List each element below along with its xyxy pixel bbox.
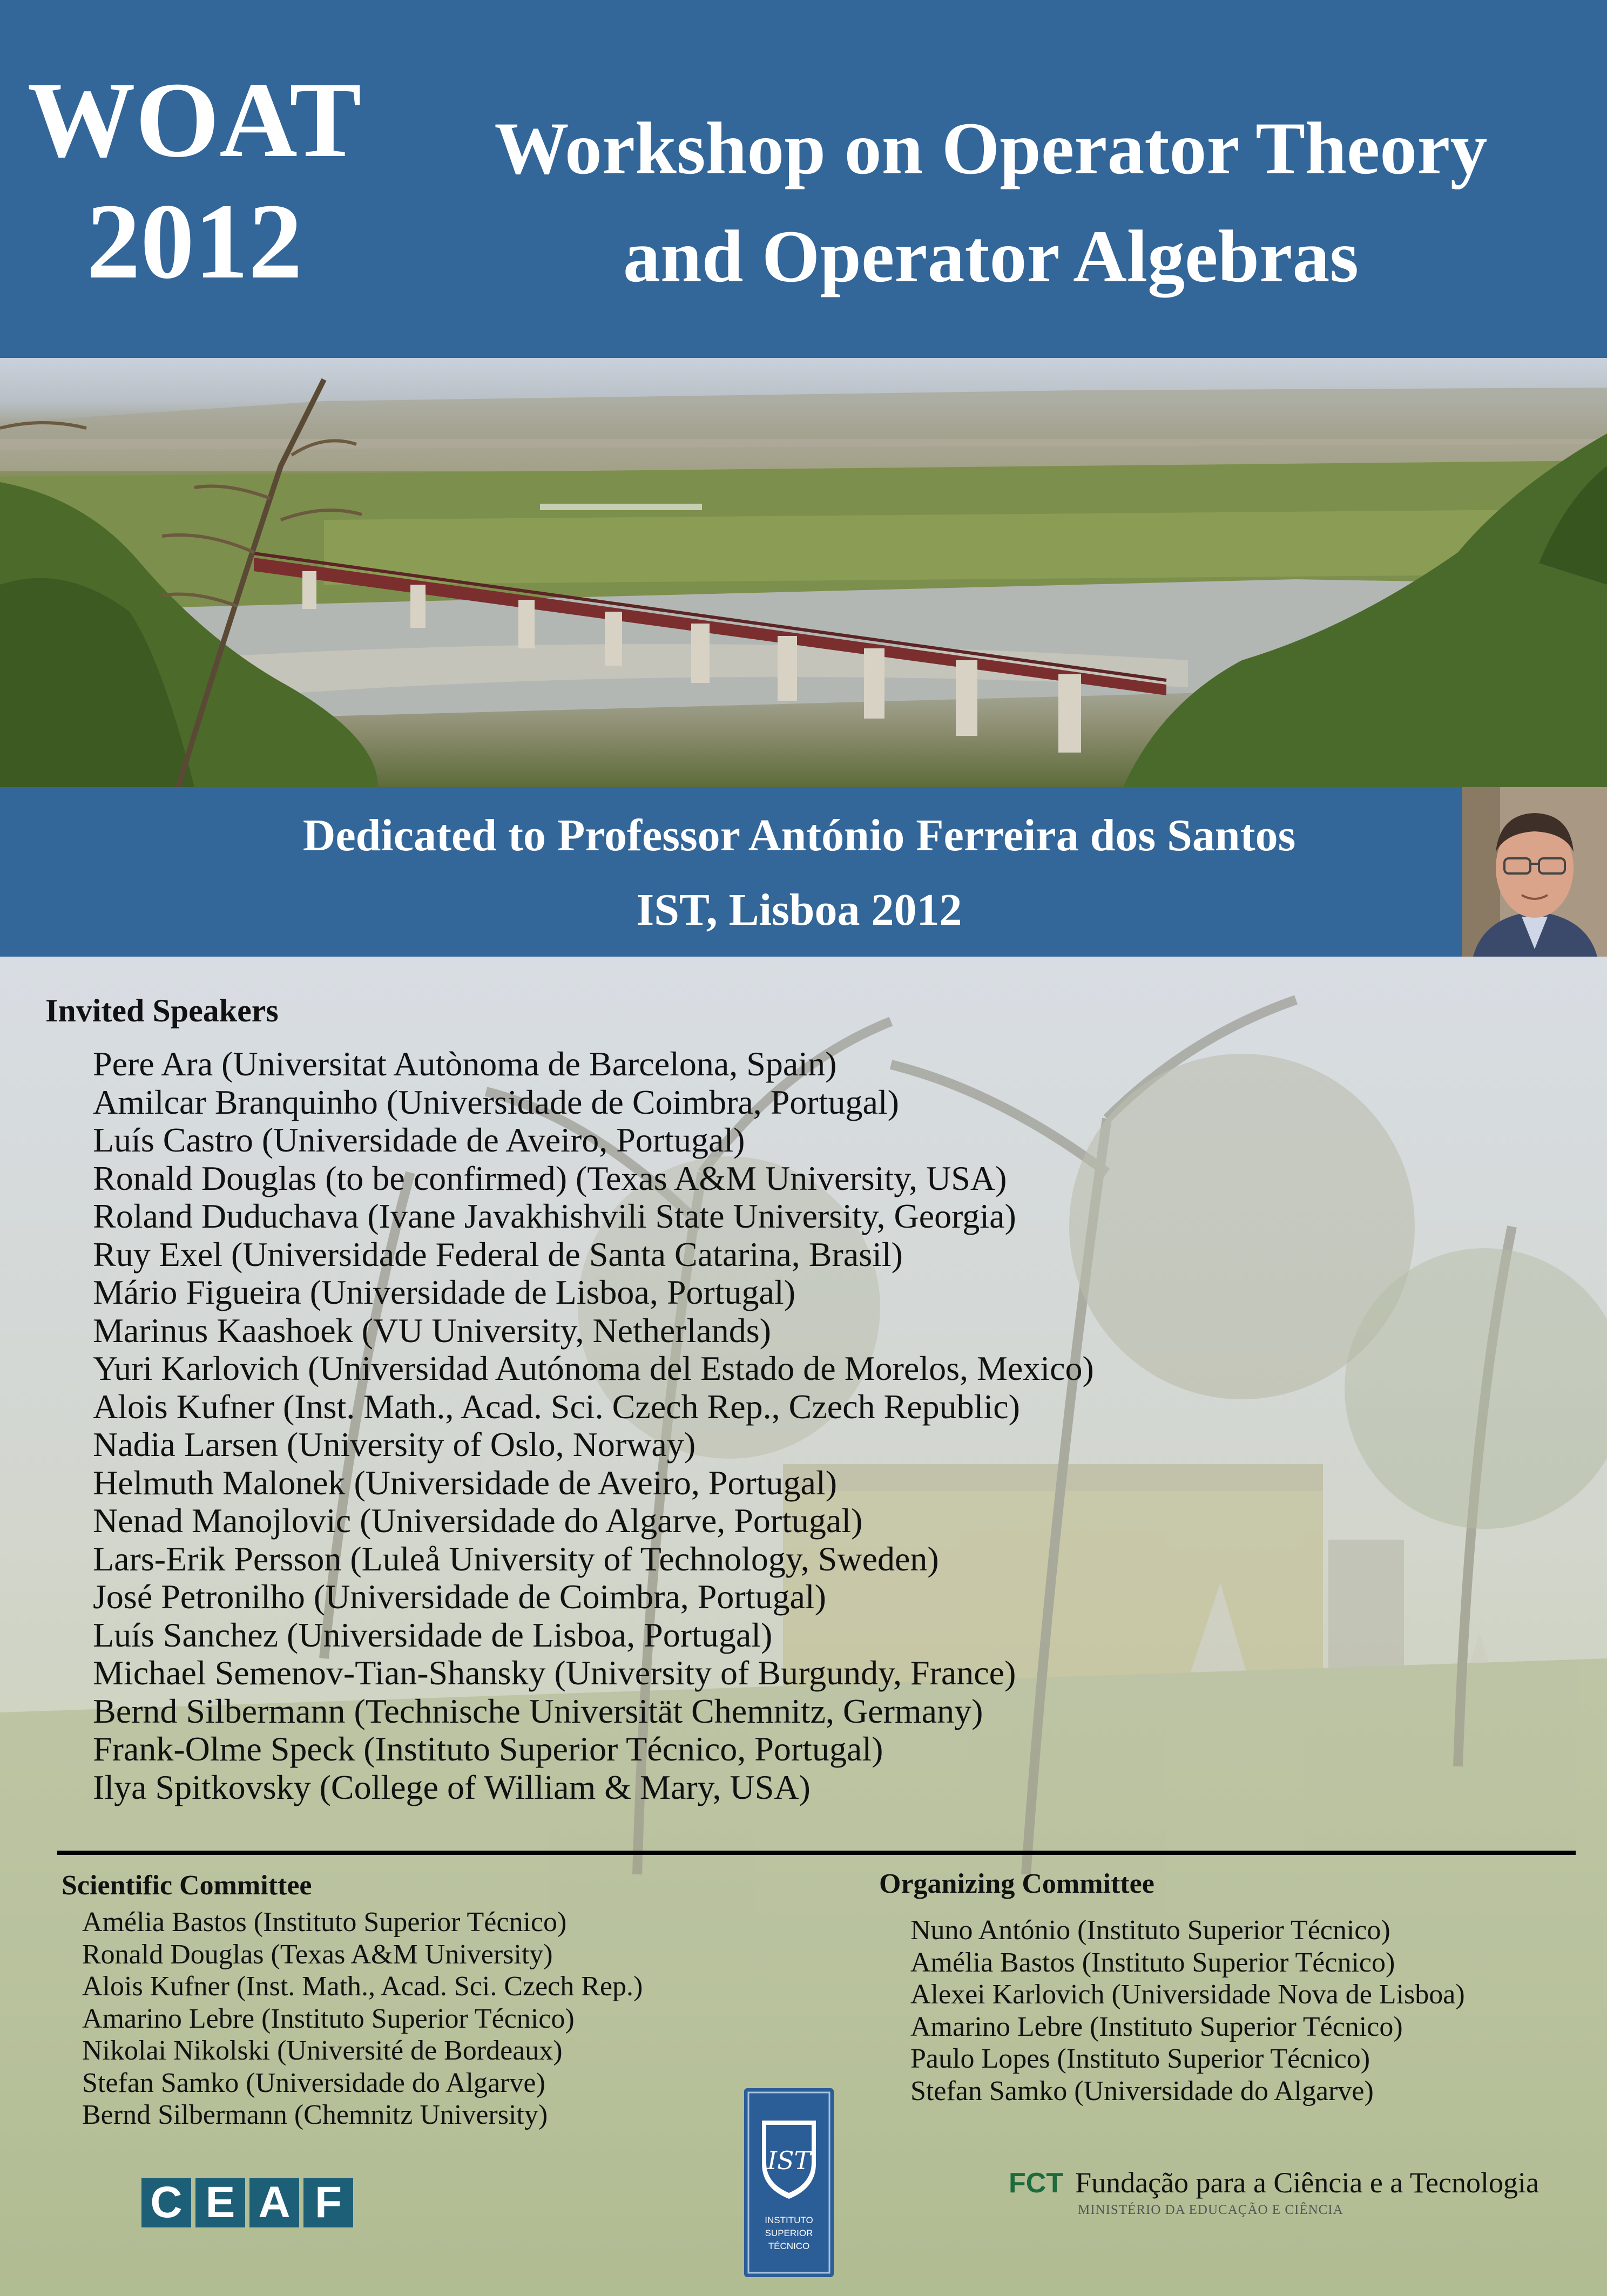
fct-logo-row [1009,2166,1539,2199]
speaker-item: Bernd Silbermann (Technische Universität Chemnitz, Germany) [93,1691,983,1730]
ist-text-line-3: TÉCNICO [768,2241,810,2251]
ist-logo [744,2088,834,2277]
committee-member: Amélia Bastos (Instituto Superior Técnico) [82,1907,567,1938]
fct-name: Fundação para a Ciência e a Tecnologia [1075,2166,1539,2199]
speaker-item: Amilcar Branquinho (Universidade de Coimbra, Portugal) [93,1082,899,1121]
speaker-item: Marinus Kaashoek (VU University, Netherlands) [93,1311,771,1350]
speaker-item: Mário Figueira (Universidade de Lisboa, Portugal) [93,1273,795,1311]
fct-ministry: MINISTÉRIO DA EDUCAÇÃO E CIÊNCIA [1078,2203,1343,2217]
professor-portrait [1462,787,1607,957]
ist-text-line-1: INSTITUTO [765,2215,813,2225]
speaker-item: Alois Kufner (Inst. Math., Acad. Sci. Czech Rep., Czech Republic) [93,1387,1020,1426]
speaker-item: Yuri Karlovich (Universidad Autónoma del Estado de Morelos, Mexico) [93,1349,1094,1387]
organizing-committee-title: Organizing Committee [879,1868,1154,1899]
scientific-committee-title: Scientific Committee [62,1870,312,1901]
workshop-title [410,94,1571,310]
speaker-item: Pere Ara (Universitat Autònoma de Barcelona, Spain) [93,1045,837,1083]
acronym-year: 2012 [86,182,302,301]
committee-member: Stefan Samko (Universidade do Algarve) [910,2075,1374,2107]
fct-logo [1009,2166,1539,2218]
committee-member: Amarino Lebre (Instituto Superior Técnico) [910,2011,1403,2042]
speaker-item: Roland Duduchava (Ivane Javakhishvili State University, Georgia) [93,1197,1016,1235]
speaker-item: Ronald Douglas (to be confirmed) (Texas A&M University, USA) [93,1159,1007,1197]
ceaf-letter: A [249,2178,299,2227]
speaker-item: Michael Semenov-Tian-Shansky (University of Burgundy, France) [93,1654,1016,1692]
committee-member: Alois Kufner (Inst. Math., Acad. Sci. Czech Rep.) [82,1971,643,2002]
committee-member: Paulo Lopes (Instituto Superior Técnico) [910,2043,1370,2074]
speaker-item: Helmuth Malonek (Universidade de Aveiro, Portugal) [93,1463,838,1502]
title-line-2: and Operator Algebras [623,215,1359,297]
speaker-item: Ilya Spitkovsky (College of William & Mary, USA) [93,1767,811,1806]
ceaf-logo [141,2178,353,2227]
speaker-item: Nenad Manojlovic (Universidade do Algarve, Portugal) [93,1501,863,1540]
invited-speakers-title: Invited Speakers [45,993,279,1028]
speaker-item: Ruy Exel (Universidade Federal de Santa Catarina, Brasil) [93,1235,903,1274]
dedication-band [0,787,1607,957]
ist-text-line-2: SUPERIOR [765,2228,813,2238]
dedication-text: Dedicated to Professor António Ferreira dos Santos [302,810,1296,861]
section-divider [57,1851,1576,1855]
speaker-item: Luís Castro (Universidade de Aveiro, Portugal) [93,1121,745,1159]
committee-member: Nikolai Nikolski (Université de Bordeaux) [82,2035,563,2066]
committee-member: Bernd Silbermann (Chemnitz University) [82,2099,548,2130]
committee-member: Stefan Samko (Universidade do Algarve) [82,2067,545,2098]
scientific-committee-list [82,1906,643,2131]
committee-member: Amélia Bastos (Instituto Superior Técnico) [910,1947,1395,1978]
ceaf-letter: E [195,2178,245,2227]
invited-speakers-list [93,1045,1094,1806]
ceaf-letter: C [141,2178,191,2227]
speaker-item: Lars-Erik Persson (Luleå University of Technology, Sweden) [93,1539,939,1578]
ist-shield-icon [744,2088,834,2277]
venue-year: IST, Lisboa 2012 [636,885,962,935]
ist-monogram: IST [767,2146,811,2175]
ceaf-letter: F [303,2178,353,2227]
committee-member: Nuno António (Instituto Superior Técnico) [910,1915,1390,1946]
committee-member: Alexei Karlovich (Universidade Nova de Lisboa) [910,1979,1465,2010]
bridge-river-illustration [0,358,1607,787]
speaker-item: José Petronilho (Universidade de Coimbra, Portugal) [93,1577,826,1616]
landscape-photo [0,358,1607,787]
title-line-1: Workshop on Operator Theory [494,107,1488,189]
speaker-item: Frank-Olme Speck (Instituto Superior Técnico, Portugal) [93,1730,883,1768]
speaker-item: Luís Sanchez (Universidade de Lisboa, Portugal) [93,1615,773,1654]
committee-member: Amarino Lebre (Instituto Superior Técnico) [82,2003,575,2034]
header-banner [0,0,1607,358]
organizing-committee-list [910,1914,1465,2107]
committee-member: Ronald Douglas (Texas A&M University) [82,1939,553,1970]
workshop-acronym [22,59,367,302]
acronym-line-1: WOAT [27,60,362,180]
fct-abbr: FCT [1009,2168,1064,2199]
speaker-item: Nadia Larsen (University of Oslo, Norway) [93,1425,696,1464]
portrait-illustration [1462,787,1607,957]
